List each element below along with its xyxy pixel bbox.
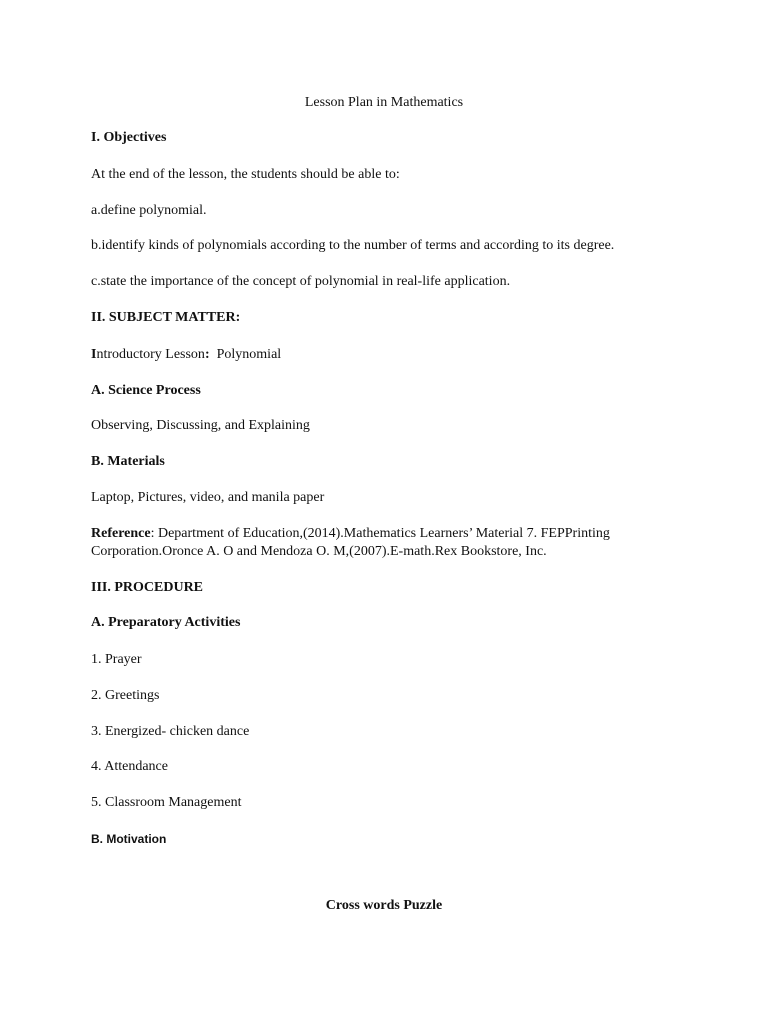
procedure-step-5: 5. Classroom Management <box>91 795 242 810</box>
procedure-step-1: 1. Prayer <box>91 652 142 667</box>
procedure-step-3: 3. Energized- chicken dance <box>91 724 250 739</box>
science-process-heading: A. Science Process <box>91 383 201 398</box>
procedure-heading: III. PROCEDURE <box>91 580 204 595</box>
objectives-intro: At the end of the lesson, the students should be able to: <box>91 167 400 182</box>
objective-item-b: b.identify kinds of polynomials according to the number of terms and according to its degree. <box>91 238 615 253</box>
topic-line <box>91 346 281 364</box>
procedure-step-2: 2. Greetings <box>91 688 160 703</box>
puzzle-title: Cross words Puzzle <box>325 898 443 913</box>
preparatory-heading: A. Preparatory Activities <box>91 615 241 630</box>
document-title: Lesson Plan in Mathematics <box>304 95 464 110</box>
reference-line-1 <box>91 525 610 543</box>
reference-text-1: : Department of Education,(2014).Mathematics Learners’ Material 7. FEPPrinting <box>150 526 610 541</box>
topic-value: Polynomial <box>216 347 282 362</box>
objective-item-a: a.define polynomial. <box>91 203 207 218</box>
topic-label: ntroductory Lesson <box>96 347 205 362</box>
objectives-heading: I. Objectives <box>91 130 167 145</box>
topic-colon: : <box>204 347 210 362</box>
reference-label: Reference <box>91 526 151 541</box>
motivation-heading: B. Motivation <box>91 832 167 846</box>
objective-item-c: c.state the importance of the concept of polynomial in real-life application. <box>91 274 511 289</box>
materials-heading: B. Materials <box>91 454 165 469</box>
science-process-text: Observing, Discussing, and Explaining <box>91 418 310 433</box>
reference-line-2: Corporation.Oronce A. O and Mendoza O. M,(2007).E-math.Rex Bookstore, Inc. <box>91 544 547 559</box>
materials-text: Laptop, Pictures, video, and manila paper <box>91 490 325 505</box>
procedure-step-4: 4. Attendance <box>91 759 168 774</box>
subject-matter-heading: II. SUBJECT MATTER: <box>91 310 241 325</box>
topic-first-letter: I <box>91 347 97 362</box>
